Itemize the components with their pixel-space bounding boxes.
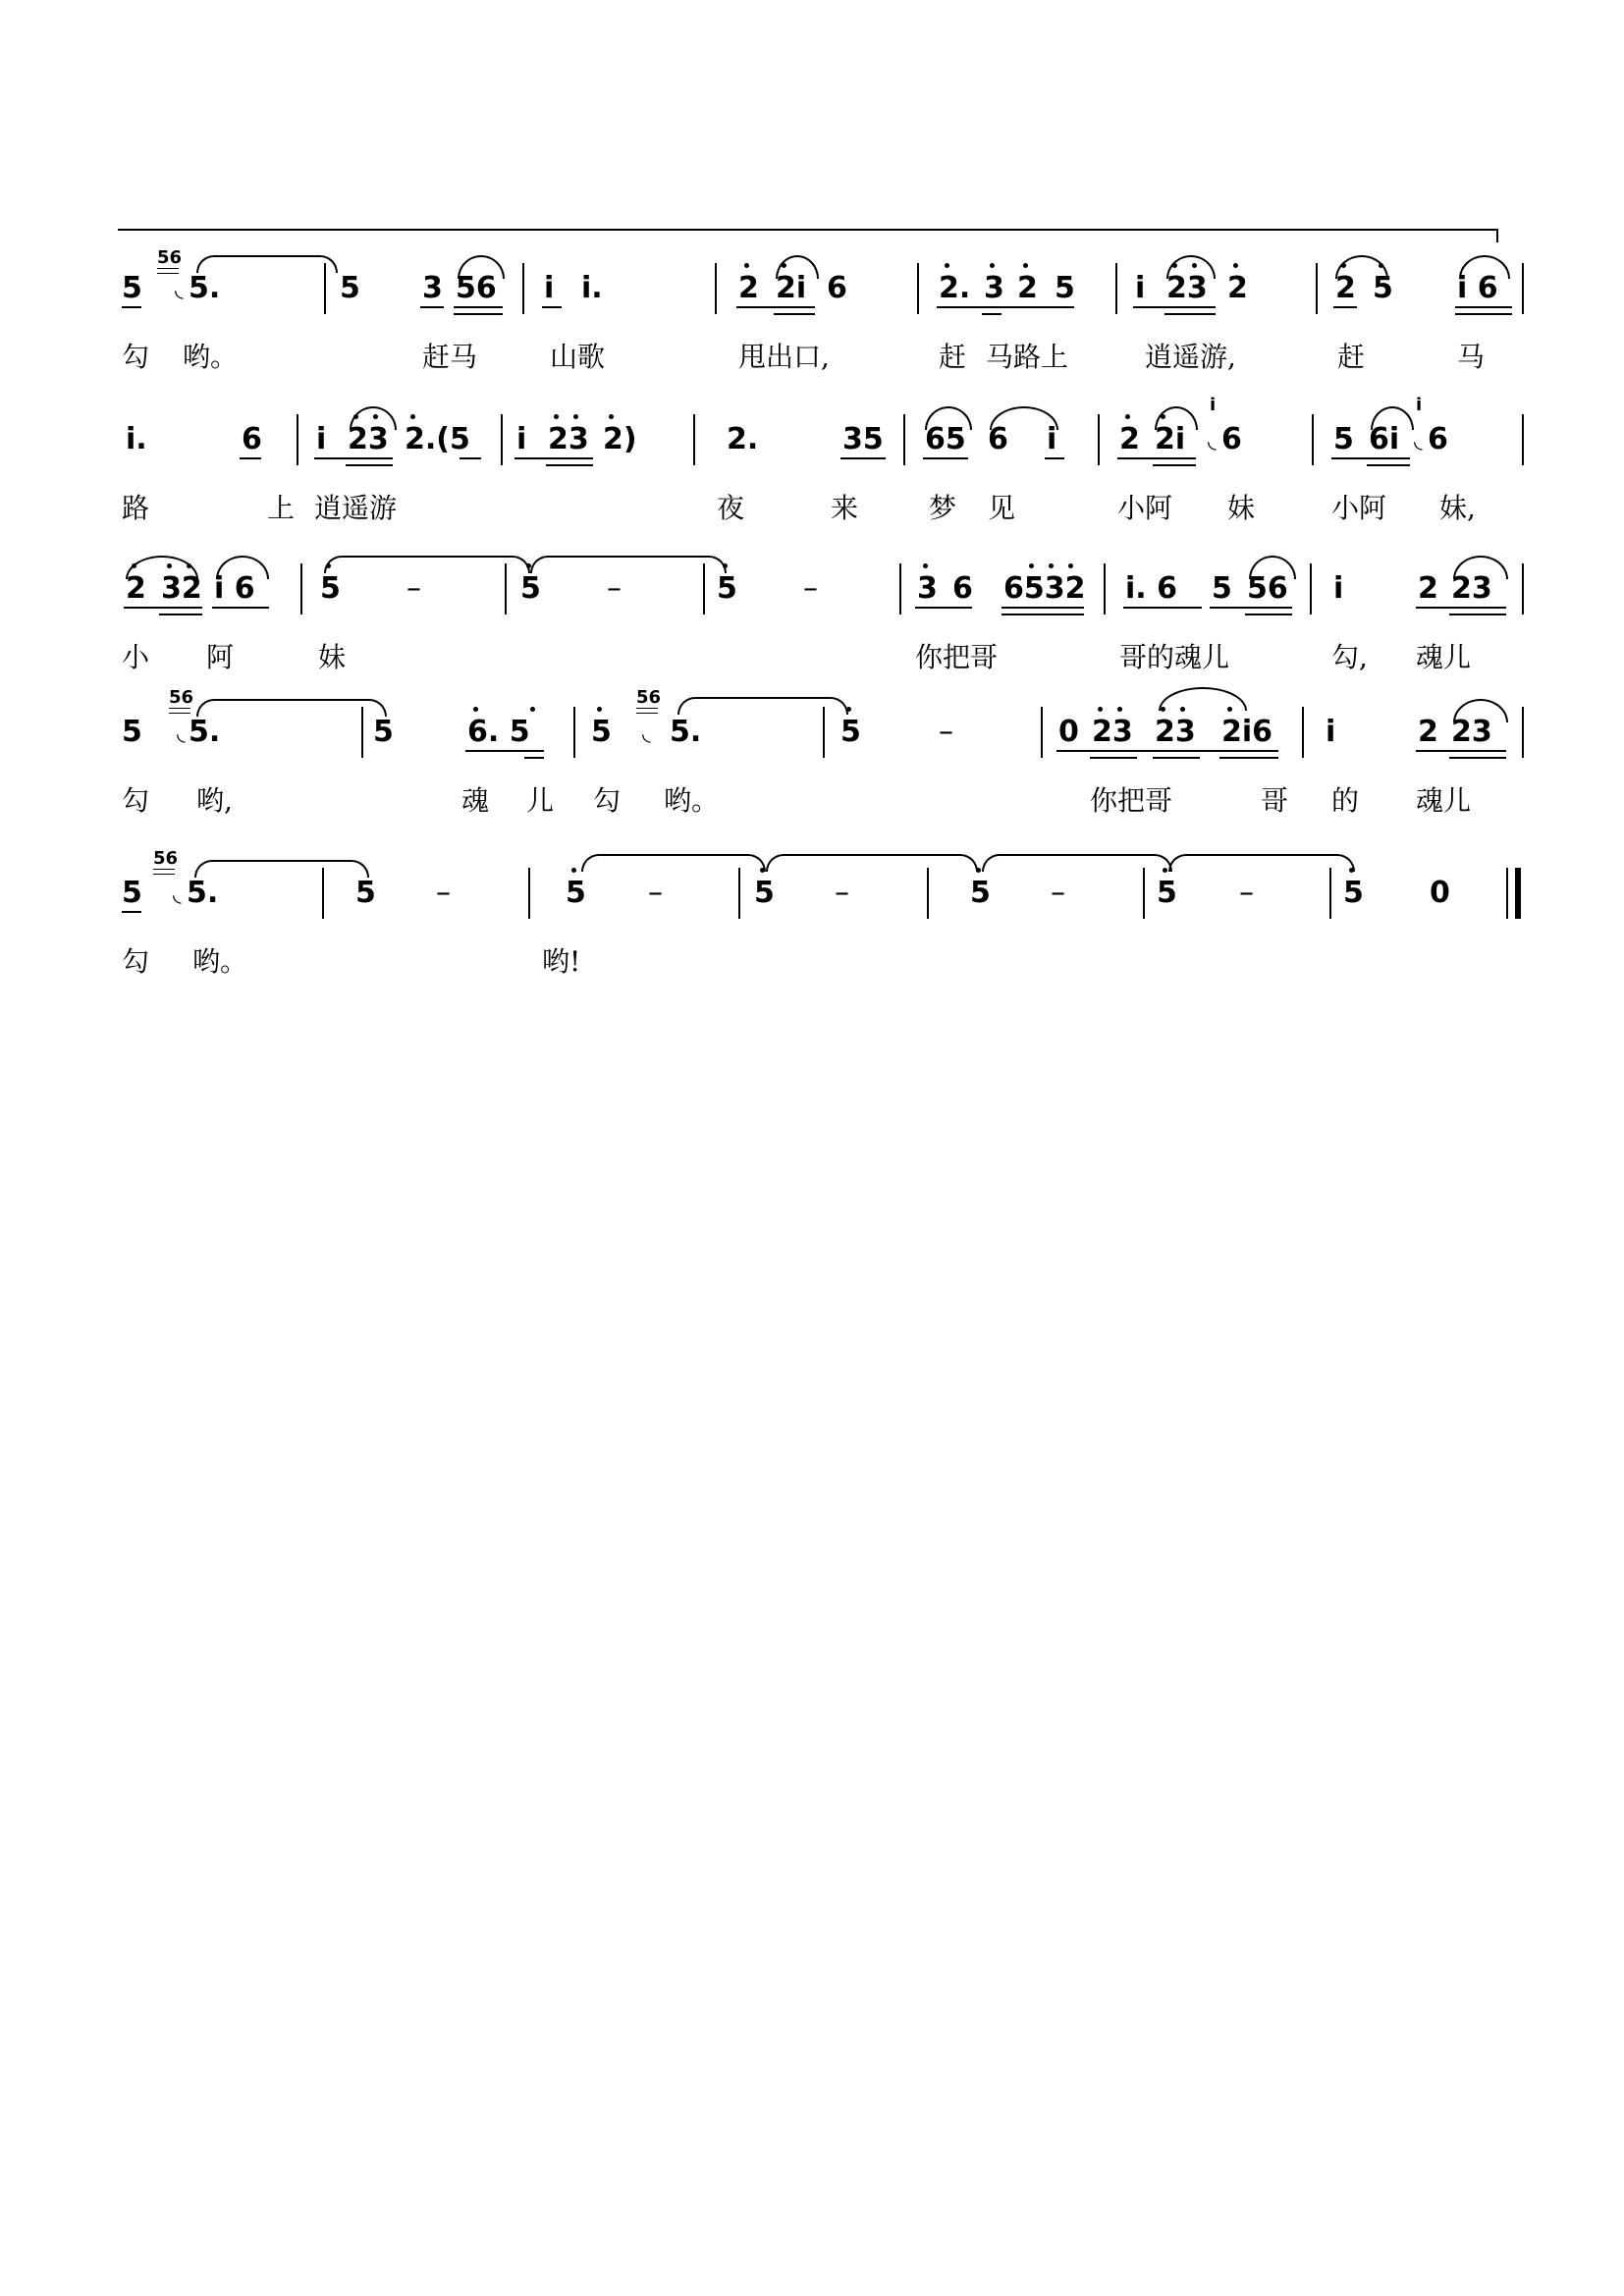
lyric: 的 [1331, 784, 1360, 817]
octave-dot [1068, 563, 1073, 568]
grace-notes: i [1416, 395, 1423, 415]
note: 6532 [1003, 571, 1086, 606]
barline [528, 868, 530, 919]
slur [1159, 687, 1247, 711]
lyric: 哥的魂儿 [1119, 641, 1230, 673]
lyric: 哟。 [183, 341, 239, 373]
note: 6. 5 [467, 715, 530, 749]
grace-notes: i [1210, 395, 1217, 415]
double-underline [1449, 750, 1506, 759]
grace-notes: 56 [636, 687, 662, 708]
note: 6 [952, 571, 973, 606]
note: i. [581, 271, 603, 305]
lyric: 来 [831, 492, 859, 524]
double-underline [1164, 306, 1216, 315]
note: 5. [670, 715, 702, 749]
note: i 6 [214, 571, 255, 606]
octave-dot [473, 707, 478, 712]
grace-notes: 56 [153, 848, 179, 869]
barline [1522, 707, 1524, 758]
barline [300, 563, 302, 614]
note: i [1047, 422, 1057, 456]
note: 0 [1058, 715, 1079, 749]
octave-dot [1023, 263, 1028, 268]
slur [350, 406, 397, 430]
grace-slur-mark: ◟ [1208, 429, 1217, 454]
lyrics-row-3 [0, 638, 1624, 681]
lyric: 你把哥 [915, 641, 999, 673]
octave-dot [410, 414, 415, 419]
note: 5 [1373, 271, 1393, 305]
barline [1522, 414, 1524, 465]
barline [1104, 563, 1106, 614]
note: 5 [122, 876, 142, 910]
note: 5 [754, 876, 775, 910]
double-underline [774, 306, 815, 315]
octave-dot [573, 414, 578, 419]
note: 2 [1418, 715, 1438, 749]
note: 5 [1333, 422, 1354, 456]
note: 2 [738, 271, 759, 305]
lyric: 逍遥游 [314, 492, 398, 524]
note: 5. [189, 715, 221, 749]
staff-row-4 [0, 687, 1624, 772]
double-underline [982, 306, 1001, 315]
note: 5 [122, 271, 142, 305]
slur [1335, 255, 1388, 279]
note: 35 [842, 422, 884, 456]
double-underline [1219, 750, 1278, 759]
note: i [1326, 715, 1336, 749]
octave-dot [554, 414, 559, 419]
note: i [1135, 271, 1146, 305]
tie [766, 854, 978, 872]
barline [703, 563, 705, 614]
octave-dot [723, 563, 728, 568]
note: 0 [1430, 876, 1450, 910]
dash: – [436, 876, 451, 910]
note: 2 [1017, 271, 1038, 305]
octave-dot [1163, 868, 1167, 873]
grace-underline [153, 869, 175, 875]
note: 5 [1055, 271, 1075, 305]
lyric: 哥 [1261, 784, 1289, 817]
note: i [316, 422, 327, 456]
grace-slur-mark: ◟ [642, 721, 651, 746]
note: 6 [988, 422, 1008, 456]
note: 23 [548, 422, 589, 456]
slur [990, 406, 1058, 430]
octave-dot [609, 414, 614, 419]
grace-slur-mark: ◟ [175, 278, 184, 302]
underline [840, 457, 886, 459]
note: 5 [340, 271, 360, 305]
slur [776, 255, 819, 279]
lyric: 山歌 [550, 341, 606, 373]
slur [216, 556, 269, 579]
slur [1249, 556, 1296, 579]
tie [1168, 854, 1355, 872]
octave-dot [744, 263, 749, 268]
double-underline [159, 607, 202, 615]
slur [1453, 699, 1508, 722]
underline [122, 911, 141, 913]
octave-dot [1233, 263, 1238, 268]
barline [1098, 414, 1100, 465]
tie [196, 255, 338, 273]
lyric: 逍遥游, [1145, 341, 1236, 373]
dash: – [835, 876, 849, 910]
dash: – [648, 876, 663, 910]
grace-slur-mark: ◟ [173, 882, 182, 907]
note: 2) [603, 422, 637, 456]
lyric: 魂 [461, 784, 490, 817]
staff-row-5 [0, 848, 1624, 933]
lyrics-row-5 [0, 942, 1624, 986]
octave-dot [945, 263, 949, 268]
note: 2. [939, 271, 971, 305]
note: i [544, 271, 555, 305]
lyric: 见 [988, 492, 1016, 524]
lyrics-row-4 [0, 781, 1624, 825]
note: 32 [161, 571, 202, 606]
underline [240, 457, 261, 459]
staff-row-1 [0, 247, 1624, 328]
lyric: 赶 [1337, 341, 1366, 373]
note: 2i [776, 271, 807, 305]
barline [903, 414, 905, 465]
lyric: 勾 [122, 945, 150, 978]
lyric: 妹 [1227, 492, 1256, 524]
barline [1143, 868, 1145, 919]
lyric: 哟! [542, 945, 581, 978]
slur [1371, 406, 1414, 430]
lyric: 儿 [526, 784, 555, 817]
note: 23 [348, 422, 389, 456]
note: 65 [925, 422, 966, 456]
note: 6 [1428, 422, 1448, 456]
grace-notes: 56 [157, 247, 183, 268]
barline [361, 707, 363, 758]
note: 56 [456, 271, 497, 305]
barline [1329, 868, 1331, 919]
barline [823, 707, 825, 758]
note: 5 [520, 571, 541, 606]
note: 2 [1227, 271, 1248, 305]
lyric: 上 [267, 492, 296, 524]
octave-dot [1117, 707, 1122, 712]
tie [194, 860, 369, 878]
note: i. 6 [1125, 571, 1177, 606]
grace-slur-mark: ◟ [1414, 429, 1423, 454]
grace-notes: 56 [169, 687, 194, 708]
dash: – [1051, 876, 1065, 910]
note: 5 [840, 715, 861, 749]
lyric: 马 [1457, 341, 1486, 373]
note: 2. [727, 422, 759, 456]
lyrics-row-1 [0, 338, 1624, 381]
lyric: 小 [122, 641, 150, 673]
double-underline [524, 750, 544, 759]
note: 2 [1119, 422, 1140, 456]
staff-row-2 [0, 395, 1624, 479]
note: 3 [917, 571, 938, 606]
note: 5 [970, 876, 991, 910]
barline [522, 263, 524, 314]
octave-dot [923, 563, 928, 568]
slur [1166, 255, 1216, 279]
double-underline [1090, 750, 1137, 759]
note: i 6 [1457, 271, 1498, 305]
double-underline [1153, 750, 1200, 759]
note: 23 [1092, 715, 1133, 749]
octave-dot [990, 263, 995, 268]
note: 2.(5 [405, 422, 470, 456]
underline [915, 607, 972, 609]
octave-dot [1098, 707, 1103, 712]
lyric: 哟。 [192, 945, 248, 978]
final-barline [1506, 868, 1521, 919]
lyric: 路 [122, 492, 150, 524]
grace-underline [169, 708, 190, 714]
underline [542, 306, 562, 308]
lyric: 魂儿 [1416, 784, 1472, 817]
note: 5 [373, 715, 394, 749]
tie [196, 699, 387, 717]
note: 5 [122, 715, 142, 749]
octave-dot [571, 868, 576, 873]
barline [1522, 563, 1524, 614]
octave-dot [976, 868, 981, 873]
barline [297, 414, 298, 465]
slur [1453, 556, 1508, 579]
note: 2 [1335, 271, 1356, 305]
double-underline [1245, 607, 1292, 615]
lyric: 赶马 [422, 341, 478, 373]
double-underline [1367, 457, 1410, 466]
note: 5 [717, 571, 737, 606]
note: 23 [1166, 271, 1208, 305]
double-underline [546, 457, 593, 466]
note: 5 [1157, 876, 1177, 910]
underline [460, 457, 481, 459]
barline [715, 263, 717, 314]
lyric: 勾 [122, 341, 150, 373]
double-underline [1455, 306, 1512, 315]
note: 23 [1155, 715, 1196, 749]
note: 5. [187, 876, 219, 910]
double-underline [1001, 607, 1084, 615]
barline [1522, 263, 1524, 314]
octave-dot [1349, 868, 1354, 873]
note: 5. [189, 271, 221, 305]
underline [937, 306, 1074, 308]
note: 3 [422, 271, 443, 305]
note: i [516, 422, 527, 456]
barline [1316, 263, 1318, 314]
note: 3 [984, 271, 1004, 305]
note: 5 [591, 715, 612, 749]
dash: – [607, 571, 622, 606]
note: 6 [827, 271, 847, 305]
double-underline [1449, 607, 1506, 615]
lyric: 妹, [1439, 492, 1476, 524]
barline [322, 868, 324, 919]
dash: – [1239, 876, 1254, 910]
barline [573, 707, 575, 758]
lyric: 勾 [122, 784, 150, 817]
barline [1041, 707, 1043, 758]
note: 23 [1451, 571, 1492, 606]
barline [501, 414, 503, 465]
note: 2 [126, 571, 146, 606]
barline [1312, 414, 1314, 465]
note: 5 [355, 876, 376, 910]
note: 5 [320, 571, 341, 606]
note: 5 [1212, 571, 1232, 606]
note: 6 [242, 422, 262, 456]
note: 6i [1369, 422, 1400, 456]
octave-dot [1029, 563, 1034, 568]
lyric: 甩出口, [738, 341, 830, 373]
tie [324, 556, 530, 573]
grace-underline [636, 708, 658, 714]
underline [1045, 457, 1064, 459]
slur [458, 255, 505, 279]
barline [927, 868, 929, 919]
lyric: 哟, [196, 784, 233, 817]
slur [1459, 255, 1510, 279]
lyric: 赶 [939, 341, 967, 373]
barline [693, 414, 695, 465]
lyric: 妹 [318, 641, 347, 673]
lyric: 勾, [1331, 641, 1368, 673]
barline [324, 263, 326, 314]
underline [1123, 607, 1202, 609]
octave-dot [1049, 563, 1054, 568]
dash: – [939, 715, 953, 749]
note: 5 [1343, 876, 1364, 910]
lyric: 小阿 [1117, 492, 1173, 524]
double-underline [346, 457, 393, 466]
barline [1302, 707, 1304, 758]
double-underline [454, 306, 503, 315]
lyric: 魂儿 [1416, 641, 1472, 673]
staff-row-3 [0, 569, 1624, 628]
octave-dot [846, 707, 851, 712]
barline [917, 263, 919, 314]
dash: – [406, 571, 421, 606]
barline [738, 868, 740, 919]
barline [505, 563, 507, 614]
note: 5 [566, 876, 586, 910]
underline [122, 306, 141, 308]
top-frame-line [118, 229, 1498, 231]
octave-dot [1125, 414, 1130, 419]
underline [420, 306, 444, 308]
slur [126, 556, 198, 579]
dash: – [803, 571, 818, 606]
lyric: 夜 [717, 492, 745, 524]
top-frame-line-end [1496, 229, 1498, 242]
octave-dot [760, 868, 765, 873]
slur [1155, 406, 1198, 430]
note: i. [126, 422, 147, 456]
lyric: 马路上 [986, 341, 1069, 373]
lyric: 梦 [929, 492, 957, 524]
lyric: 阿 [206, 641, 235, 673]
lyric: 小阿 [1331, 492, 1387, 524]
underline [212, 607, 269, 609]
lyric: 你把哥 [1090, 784, 1173, 817]
lyrics-row-2 [0, 489, 1624, 532]
slur [925, 406, 972, 430]
lyric: 哟。 [664, 784, 720, 817]
tie [530, 556, 727, 573]
note: 6 [1221, 422, 1242, 456]
underline [1333, 306, 1357, 308]
grace-slur-mark: ◟ [177, 721, 186, 746]
note: 2i [1155, 422, 1186, 456]
underline [923, 457, 968, 459]
octave-dot [530, 707, 535, 712]
barline [1310, 563, 1312, 614]
note: 56 [1247, 571, 1288, 606]
note: 2i6 [1221, 715, 1273, 749]
note: 2 [1418, 571, 1438, 606]
double-underline [1153, 457, 1196, 466]
octave-dot [597, 707, 602, 712]
note: 23 [1451, 715, 1492, 749]
barline [1115, 263, 1117, 314]
note: i [1333, 571, 1344, 606]
lyric: 勾 [593, 784, 622, 817]
barline [899, 563, 901, 614]
